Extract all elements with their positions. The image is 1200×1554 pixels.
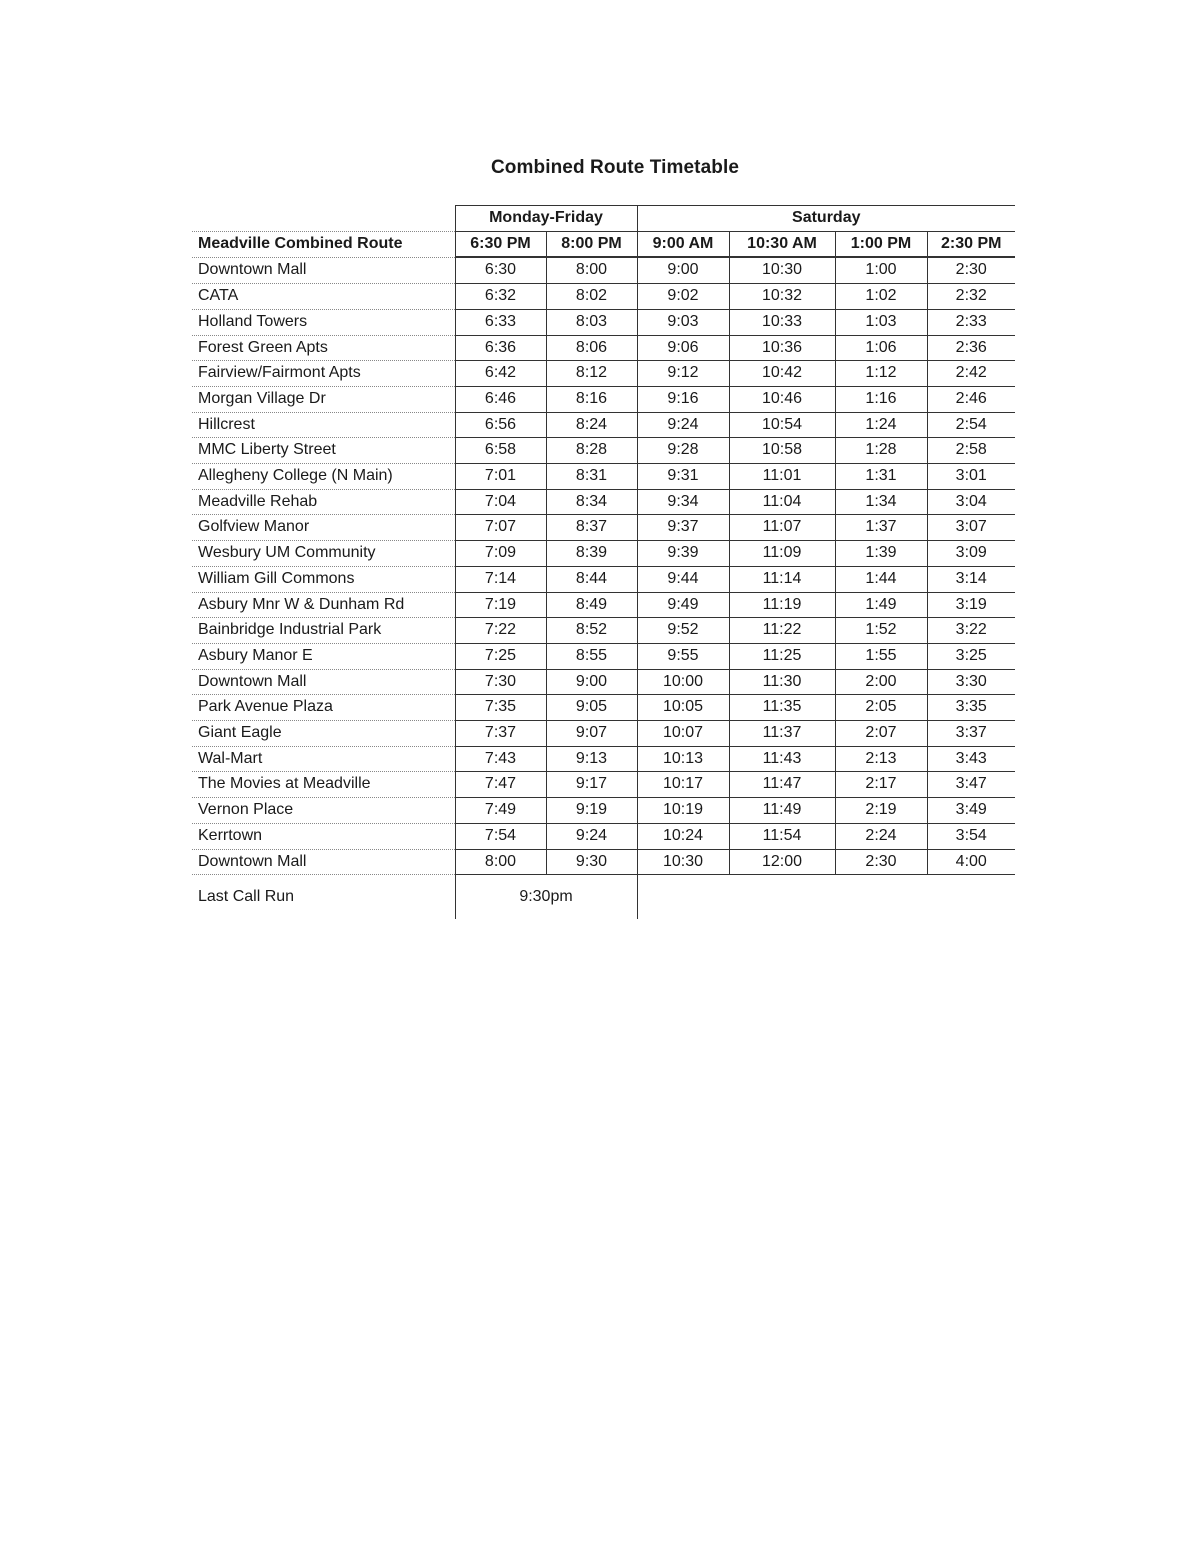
time-cell: 2:13 — [835, 746, 927, 772]
time-cell: 10:17 — [637, 772, 729, 798]
stop-name: Wal-Mart — [192, 746, 455, 772]
route-label: Meadville Combined Route — [192, 231, 455, 257]
stop-name: The Movies at Meadville — [192, 772, 455, 798]
time-cell: 1:03 — [835, 309, 927, 335]
table-row — [192, 823, 1015, 849]
time-cell: 10:00 — [637, 669, 729, 695]
time-cell: 7:47 — [455, 772, 546, 798]
table-row — [192, 541, 1015, 567]
stop-name: Holland Towers — [192, 309, 455, 335]
time-cell: 1:31 — [835, 464, 927, 490]
table-row — [192, 566, 1015, 592]
time-cell: 9:44 — [637, 566, 729, 592]
table-row — [192, 335, 1015, 361]
time-cell: 6:56 — [455, 412, 546, 438]
stop-name: Meadville Rehab — [192, 489, 455, 515]
departure-header: 1:00 PM — [835, 231, 927, 257]
time-cell: 6:42 — [455, 361, 546, 387]
time-cell: 8:12 — [546, 361, 637, 387]
time-cell: 9:19 — [546, 798, 637, 824]
stop-name: Golfview Manor — [192, 515, 455, 541]
table-row — [192, 721, 1015, 747]
time-cell: 9:52 — [637, 618, 729, 644]
table-row — [192, 618, 1015, 644]
time-cell: 8:06 — [546, 335, 637, 361]
table-row — [192, 464, 1015, 490]
table-row — [192, 489, 1015, 515]
time-cell: 2:58 — [927, 438, 1015, 464]
time-cell: 2:33 — [927, 309, 1015, 335]
timetable-body — [192, 257, 1015, 874]
departure-header: 10:30 AM — [729, 231, 835, 257]
time-cell: 11:49 — [729, 798, 835, 824]
time-cell: 11:01 — [729, 464, 835, 490]
time-cell: 1:34 — [835, 489, 927, 515]
time-cell: 8:16 — [546, 386, 637, 412]
time-cell: 2:19 — [835, 798, 927, 824]
time-cell: 3:49 — [927, 798, 1015, 824]
time-cell: 2:30 — [927, 257, 1015, 283]
time-cell: 1:06 — [835, 335, 927, 361]
time-cell: 9:34 — [637, 489, 729, 515]
time-cell: 6:36 — [455, 335, 546, 361]
weekday-group-header: Monday-Friday — [455, 206, 637, 232]
stop-name: Downtown Mall — [192, 257, 455, 283]
time-cell: 9:12 — [637, 361, 729, 387]
time-cell: 10:32 — [729, 284, 835, 310]
time-cell: 1:12 — [835, 361, 927, 387]
departure-header: 8:00 PM — [546, 231, 637, 257]
time-cell: 6:30 — [455, 257, 546, 283]
stop-name: Fairview/Fairmont Apts — [192, 361, 455, 387]
time-cell: 7:49 — [455, 798, 546, 824]
table-row — [192, 772, 1015, 798]
time-cell: 6:58 — [455, 438, 546, 464]
time-cell: 9:55 — [637, 643, 729, 669]
time-cell: 2:17 — [835, 772, 927, 798]
time-cell: 7:54 — [455, 823, 546, 849]
time-cell: 10:30 — [729, 257, 835, 283]
time-cell: 9:28 — [637, 438, 729, 464]
group-header-row — [192, 206, 1015, 232]
table-row — [192, 515, 1015, 541]
time-cell: 9:05 — [546, 695, 637, 721]
time-cell: 10:54 — [729, 412, 835, 438]
stop-name: Morgan Village Dr — [192, 386, 455, 412]
time-cell: 12:00 — [729, 849, 835, 875]
time-cell: 3:22 — [927, 618, 1015, 644]
stop-name: Park Avenue Plaza — [192, 695, 455, 721]
time-cell: 2:54 — [927, 412, 1015, 438]
departure-header: 9:00 AM — [637, 231, 729, 257]
time-cell: 10:07 — [637, 721, 729, 747]
time-cell: 8:49 — [546, 592, 637, 618]
time-cell: 9:00 — [546, 669, 637, 695]
time-cell: 3:01 — [927, 464, 1015, 490]
stop-name: Vernon Place — [192, 798, 455, 824]
saturday-group-header: Saturday — [637, 206, 1015, 232]
last-call-row — [192, 875, 1015, 920]
time-cell: 7:07 — [455, 515, 546, 541]
time-cell: 3:35 — [927, 695, 1015, 721]
time-cell: 1:52 — [835, 618, 927, 644]
time-cell: 11:07 — [729, 515, 835, 541]
time-cell: 1:39 — [835, 541, 927, 567]
time-cell: 2:36 — [927, 335, 1015, 361]
time-cell: 1:24 — [835, 412, 927, 438]
timetable — [192, 205, 1015, 919]
stop-name: CATA — [192, 284, 455, 310]
time-cell: 3:30 — [927, 669, 1015, 695]
time-cell: 8:24 — [546, 412, 637, 438]
table-row — [192, 669, 1015, 695]
stop-name: Asbury Mnr W & Dunham Rd — [192, 592, 455, 618]
time-cell: 2:46 — [927, 386, 1015, 412]
table-row — [192, 361, 1015, 387]
time-cell: 1:02 — [835, 284, 927, 310]
time-cell: 1:28 — [835, 438, 927, 464]
time-cell: 9:31 — [637, 464, 729, 490]
time-cell: 8:00 — [546, 257, 637, 283]
time-cell: 7:30 — [455, 669, 546, 695]
table-row — [192, 798, 1015, 824]
time-cell: 3:43 — [927, 746, 1015, 772]
time-cell: 11:19 — [729, 592, 835, 618]
time-cell: 2:00 — [835, 669, 927, 695]
time-cell: 2:42 — [927, 361, 1015, 387]
time-cell: 3:09 — [927, 541, 1015, 567]
stop-name: Kerrtown — [192, 823, 455, 849]
time-cell: 2:32 — [927, 284, 1015, 310]
stop-name: Downtown Mall — [192, 849, 455, 875]
time-cell: 2:05 — [835, 695, 927, 721]
time-cell: 9:39 — [637, 541, 729, 567]
stop-name: Allegheny College (N Main) — [192, 464, 455, 490]
time-cell: 1:55 — [835, 643, 927, 669]
time-cell: 8:03 — [546, 309, 637, 335]
time-cell: 7:37 — [455, 721, 546, 747]
last-call-label: Last Call Run — [198, 888, 295, 906]
time-cell: 8:34 — [546, 489, 637, 515]
time-cell: 8:31 — [546, 464, 637, 490]
time-cell: 10:13 — [637, 746, 729, 772]
time-cell: 10:58 — [729, 438, 835, 464]
stop-name: Hillcrest — [192, 412, 455, 438]
time-cell: 3:54 — [927, 823, 1015, 849]
time-cell: 7:19 — [455, 592, 546, 618]
stop-name: MMC Liberty Street — [192, 438, 455, 464]
stop-name: Wesbury UM Community — [192, 541, 455, 567]
time-cell: 10:42 — [729, 361, 835, 387]
time-cell: 3:47 — [927, 772, 1015, 798]
time-cell: 9:17 — [546, 772, 637, 798]
time-cell: 11:37 — [729, 721, 835, 747]
time-cell: 9:30 — [546, 849, 637, 875]
time-cell: 11:25 — [729, 643, 835, 669]
time-cell: 7:14 — [455, 566, 546, 592]
time-cell: 8:39 — [546, 541, 637, 567]
time-cell: 3:25 — [927, 643, 1015, 669]
time-cell: 3:04 — [927, 489, 1015, 515]
time-cell: 8:52 — [546, 618, 637, 644]
time-cell: 11:30 — [729, 669, 835, 695]
time-cell: 3:19 — [927, 592, 1015, 618]
table-row — [192, 695, 1015, 721]
departure-header: 2:30 PM — [927, 231, 1015, 257]
time-cell: 10:36 — [729, 335, 835, 361]
time-cell: 4:00 — [927, 849, 1015, 875]
time-cell: 7:35 — [455, 695, 546, 721]
last-call-empty — [637, 875, 1015, 920]
time-cell: 10:05 — [637, 695, 729, 721]
time-cell: 10:30 — [637, 849, 729, 875]
time-cell: 10:19 — [637, 798, 729, 824]
stop-name: Downtown Mall — [192, 669, 455, 695]
time-cell: 7:04 — [455, 489, 546, 515]
stop-name: Forest Green Apts — [192, 335, 455, 361]
time-cell: 11:54 — [729, 823, 835, 849]
table-row — [192, 386, 1015, 412]
time-cell: 11:09 — [729, 541, 835, 567]
stop-name: Bainbridge Industrial Park — [192, 618, 455, 644]
time-cell: 9:24 — [637, 412, 729, 438]
time-cell: 7:09 — [455, 541, 546, 567]
time-cell: 7:25 — [455, 643, 546, 669]
group-header-blank — [192, 206, 455, 232]
table-row — [192, 309, 1015, 335]
time-cell: 11:04 — [729, 489, 835, 515]
time-cell: 10:33 — [729, 309, 835, 335]
time-cell: 11:22 — [729, 618, 835, 644]
table-row — [192, 746, 1015, 772]
time-cell: 9:13 — [546, 746, 637, 772]
departure-header-row — [192, 231, 1015, 257]
time-cell: 2:24 — [835, 823, 927, 849]
time-cell: 3:37 — [927, 721, 1015, 747]
time-cell: 1:44 — [835, 566, 927, 592]
stop-name: Giant Eagle — [192, 721, 455, 747]
time-cell: 11:14 — [729, 566, 835, 592]
time-cell: 8:00 — [455, 849, 546, 875]
time-cell: 6:32 — [455, 284, 546, 310]
time-cell: 1:49 — [835, 592, 927, 618]
time-cell: 3:07 — [927, 515, 1015, 541]
table-row — [192, 592, 1015, 618]
table-row — [192, 412, 1015, 438]
time-cell: 7:43 — [455, 746, 546, 772]
time-cell: 1:37 — [835, 515, 927, 541]
time-cell: 9:06 — [637, 335, 729, 361]
time-cell: 8:44 — [546, 566, 637, 592]
last-call-value: 9:30pm — [455, 875, 637, 920]
time-cell: 1:16 — [835, 386, 927, 412]
page-title: Combined Route Timetable — [490, 157, 740, 178]
time-cell: 9:16 — [637, 386, 729, 412]
time-cell: 11:35 — [729, 695, 835, 721]
time-cell: 9:07 — [546, 721, 637, 747]
table-row — [192, 438, 1015, 464]
time-cell: 7:22 — [455, 618, 546, 644]
time-cell: 8:55 — [546, 643, 637, 669]
time-cell: 6:33 — [455, 309, 546, 335]
time-cell: 3:14 — [927, 566, 1015, 592]
table-row — [192, 284, 1015, 310]
table-row — [192, 643, 1015, 669]
stop-name: William Gill Commons — [192, 566, 455, 592]
time-cell: 10:46 — [729, 386, 835, 412]
departure-header: 6:30 PM — [455, 231, 546, 257]
time-cell: 7:01 — [455, 464, 546, 490]
time-cell: 9:24 — [546, 823, 637, 849]
time-cell: 8:37 — [546, 515, 637, 541]
time-cell: 10:24 — [637, 823, 729, 849]
table-row — [192, 849, 1015, 875]
time-cell: 2:07 — [835, 721, 927, 747]
time-cell: 9:00 — [637, 257, 729, 283]
time-cell: 11:47 — [729, 772, 835, 798]
stop-name: Asbury Manor E — [192, 643, 455, 669]
time-cell: 6:46 — [455, 386, 546, 412]
time-cell: 8:02 — [546, 284, 637, 310]
time-cell: 9:49 — [637, 592, 729, 618]
time-cell: 9:37 — [637, 515, 729, 541]
time-cell: 1:00 — [835, 257, 927, 283]
time-cell: 9:03 — [637, 309, 729, 335]
time-cell: 2:30 — [835, 849, 927, 875]
table-row — [192, 257, 1015, 283]
time-cell: 9:02 — [637, 284, 729, 310]
time-cell: 11:43 — [729, 746, 835, 772]
time-cell: 8:28 — [546, 438, 637, 464]
